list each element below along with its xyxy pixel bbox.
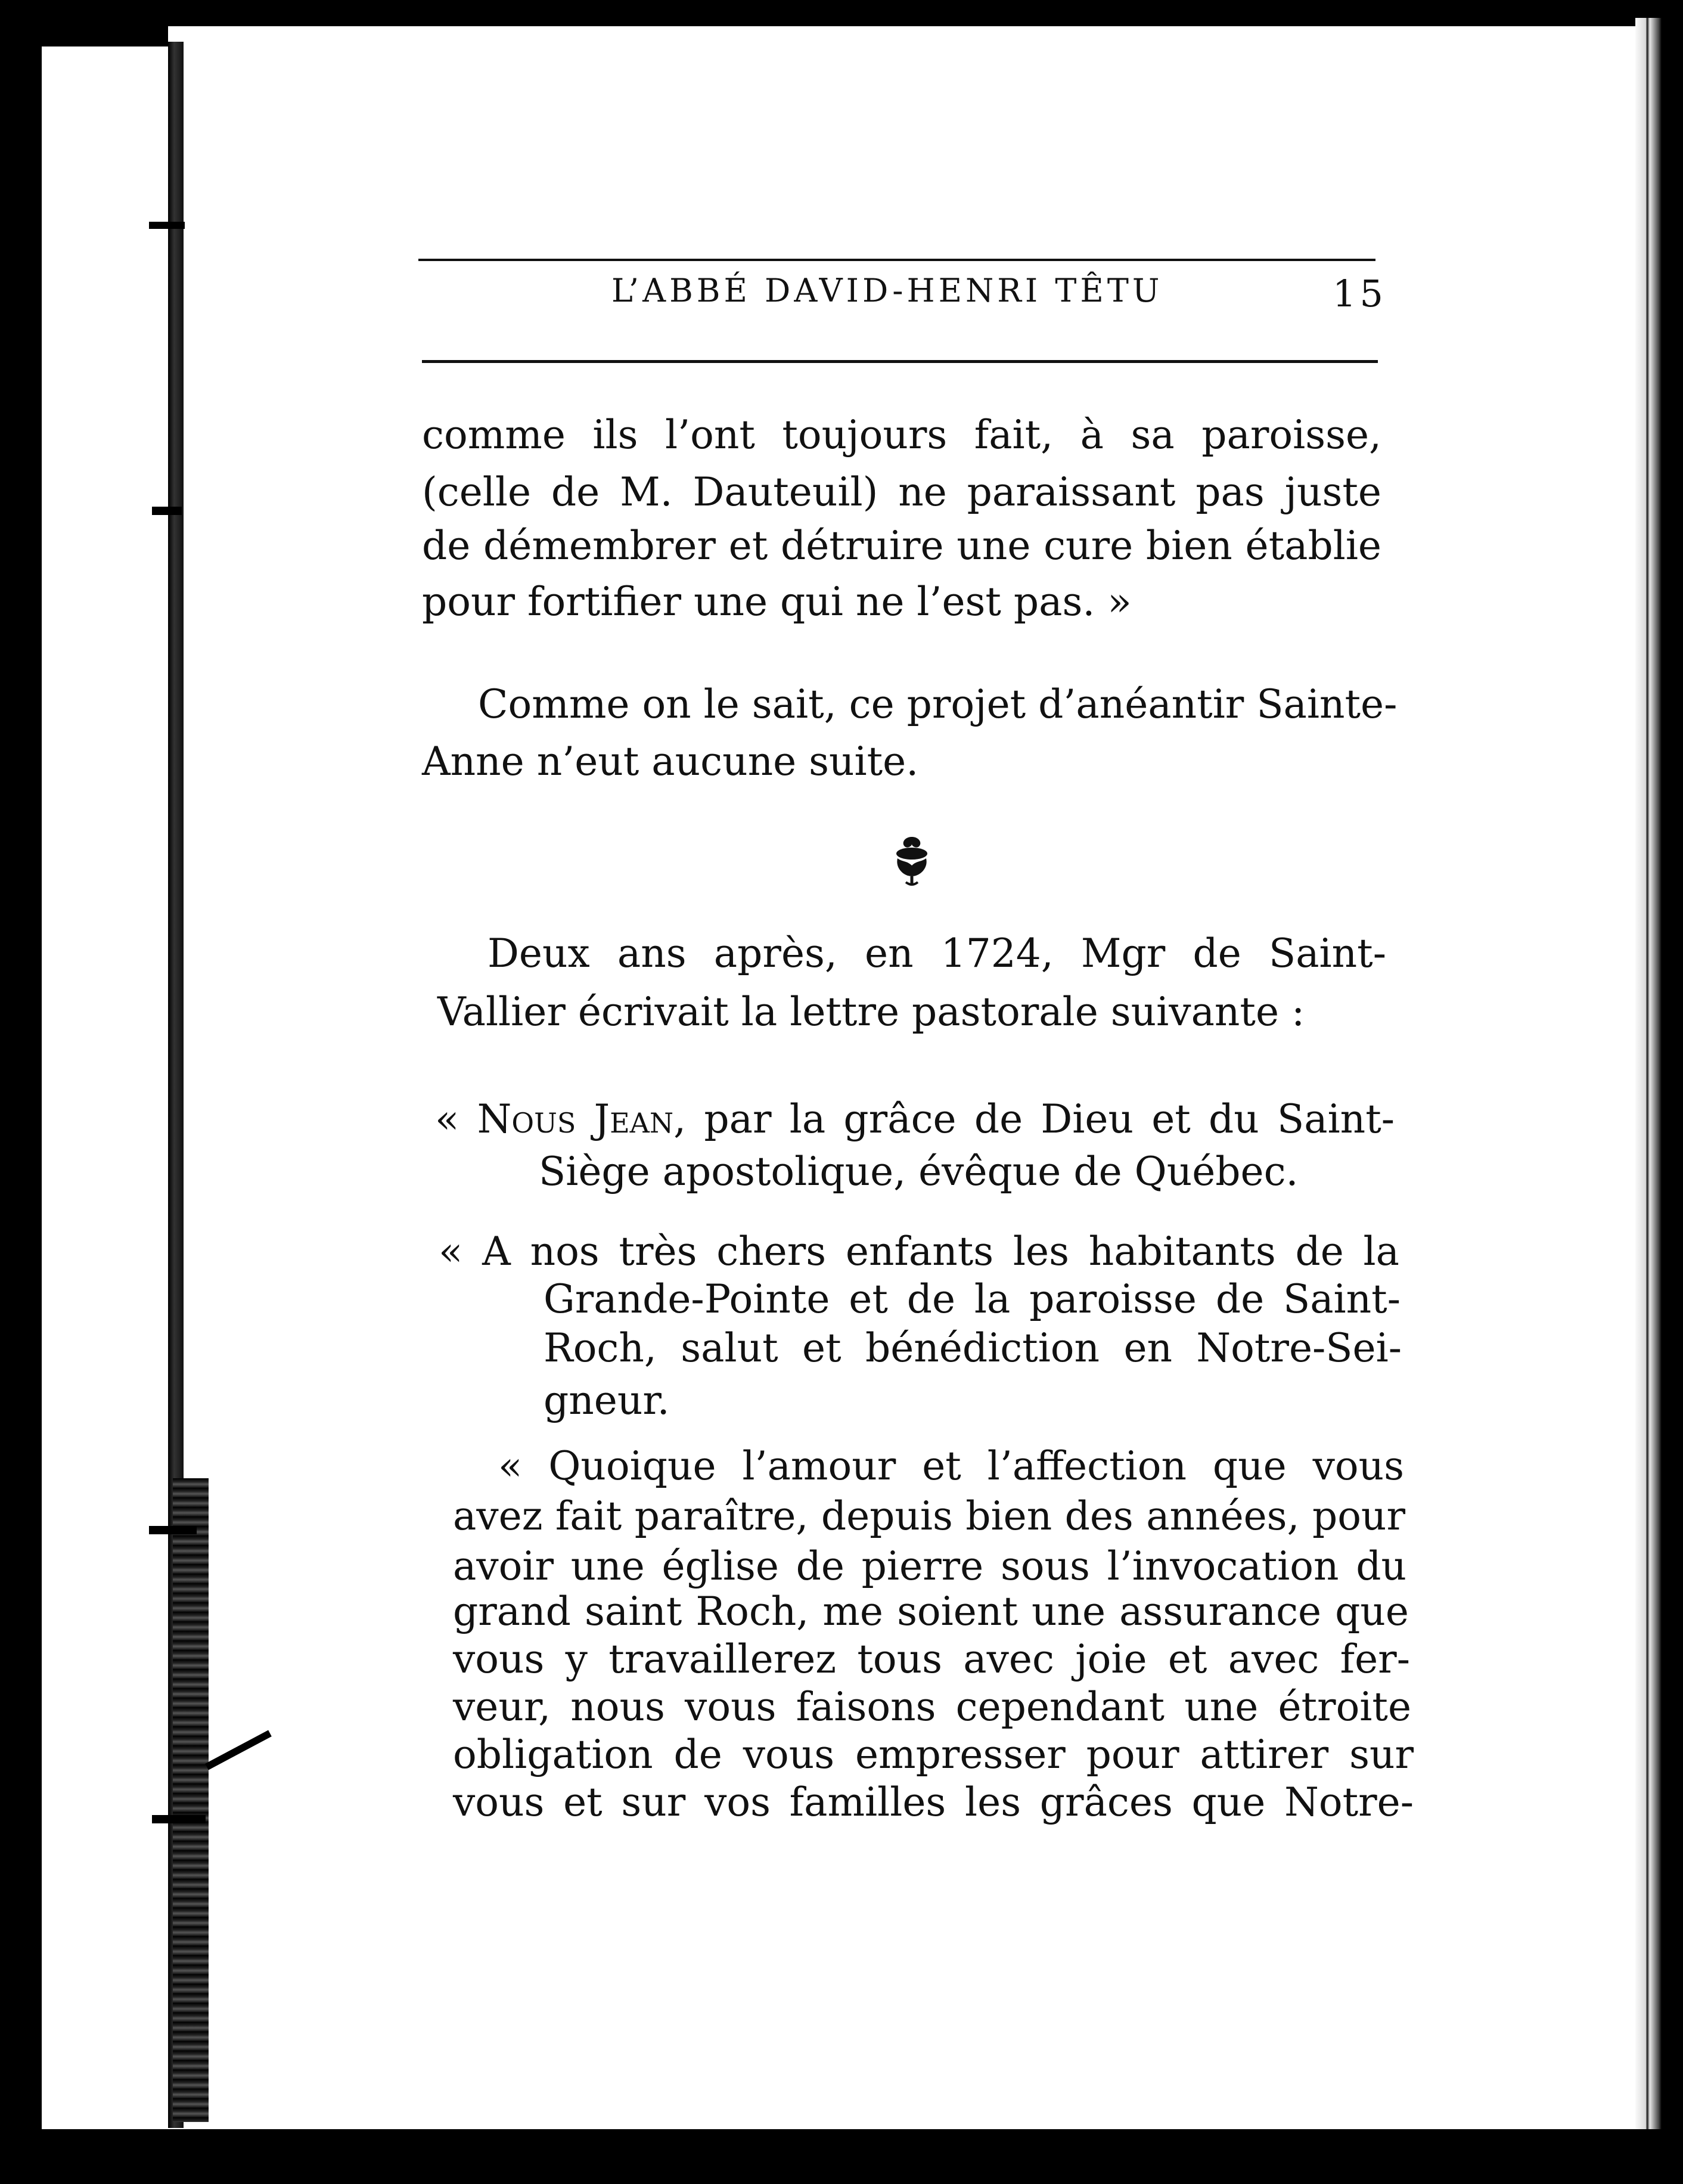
text-line: Grande-Pointe et de la paroisse de Saint- xyxy=(544,1276,1401,1322)
binding-mark xyxy=(149,1526,197,1534)
salutation-name: Nous Jean xyxy=(477,1096,674,1142)
letter-salutation xyxy=(435,1096,1395,1143)
text-line: Comme on le sait, ce projet d’anéantir Sainte- xyxy=(478,681,1398,727)
facing-page-gutter xyxy=(42,26,168,2129)
header-rule-top xyxy=(418,259,1375,261)
text-line: « A nos très chers enfants les habitants de la xyxy=(439,1228,1399,1274)
running-title: L’ABBÉ DAVID-HENRI TÊTU xyxy=(611,272,1163,309)
binding-mark xyxy=(152,1815,206,1823)
text-line: « Quoique l’amour et l’affection que vous xyxy=(498,1443,1404,1489)
text-line: grand saint Roch, me soient une assurance que xyxy=(453,1589,1409,1634)
fleuron-ornament-icon xyxy=(883,831,940,888)
text-line: Roch, salut et bénédiction en Notre-Sei- xyxy=(544,1325,1402,1371)
scan-border-top xyxy=(0,0,1683,26)
text-line: de démembrer et détruire une cure bien établie xyxy=(422,523,1381,569)
scan-border-left xyxy=(0,0,42,2184)
quote-mark: « xyxy=(435,1096,477,1142)
salutation-text: , par la grâce de Dieu et du Saint- xyxy=(673,1096,1395,1142)
header-rule-bottom xyxy=(422,360,1378,363)
text-line: vous y travaillerez tous avec joie et avec fer- xyxy=(453,1636,1410,1682)
text-line: comme ils l’ont toujours fait, à sa paroisse, xyxy=(422,412,1381,458)
binding-mark xyxy=(149,222,185,229)
scan-border-bottom xyxy=(0,2129,1683,2184)
text-line: Anne n’eut aucune suite. xyxy=(422,739,919,784)
page-edge xyxy=(1635,18,1662,2140)
text-line: obligation de vous empresser pour attirer sur xyxy=(453,1732,1414,1777)
text-line: Siège apostolique, évêque de Québec. xyxy=(539,1149,1299,1195)
text-line: pour fortifier une qui ne l’est pas. » xyxy=(422,579,1132,625)
binding-mark xyxy=(152,507,182,515)
text-line: Vallier écrivait la lettre pastorale suivante : xyxy=(437,989,1305,1035)
page-number: 15 xyxy=(1333,272,1387,315)
text-line: vous et sur vos familles les grâces que Notre- xyxy=(453,1779,1414,1825)
scan-border-right xyxy=(1662,0,1683,2184)
text-line: avez fait paraître, depuis bien des années, pour xyxy=(453,1493,1405,1539)
text-line: (celle de M. Dauteuil) ne paraissant pas juste xyxy=(422,469,1381,515)
text-line: veur, nous vous faisons cependant une étroite xyxy=(453,1684,1411,1730)
text-line: avoir une église de pierre sous l’invocation du xyxy=(453,1543,1406,1589)
book-binding-threads xyxy=(173,1478,209,2122)
binding-mark xyxy=(205,1730,272,1770)
text-line: gneur. xyxy=(544,1378,670,1423)
gutter-top-shadow xyxy=(42,26,168,46)
text-line: Deux ans après, en 1724, Mgr de Saint- xyxy=(487,930,1386,976)
